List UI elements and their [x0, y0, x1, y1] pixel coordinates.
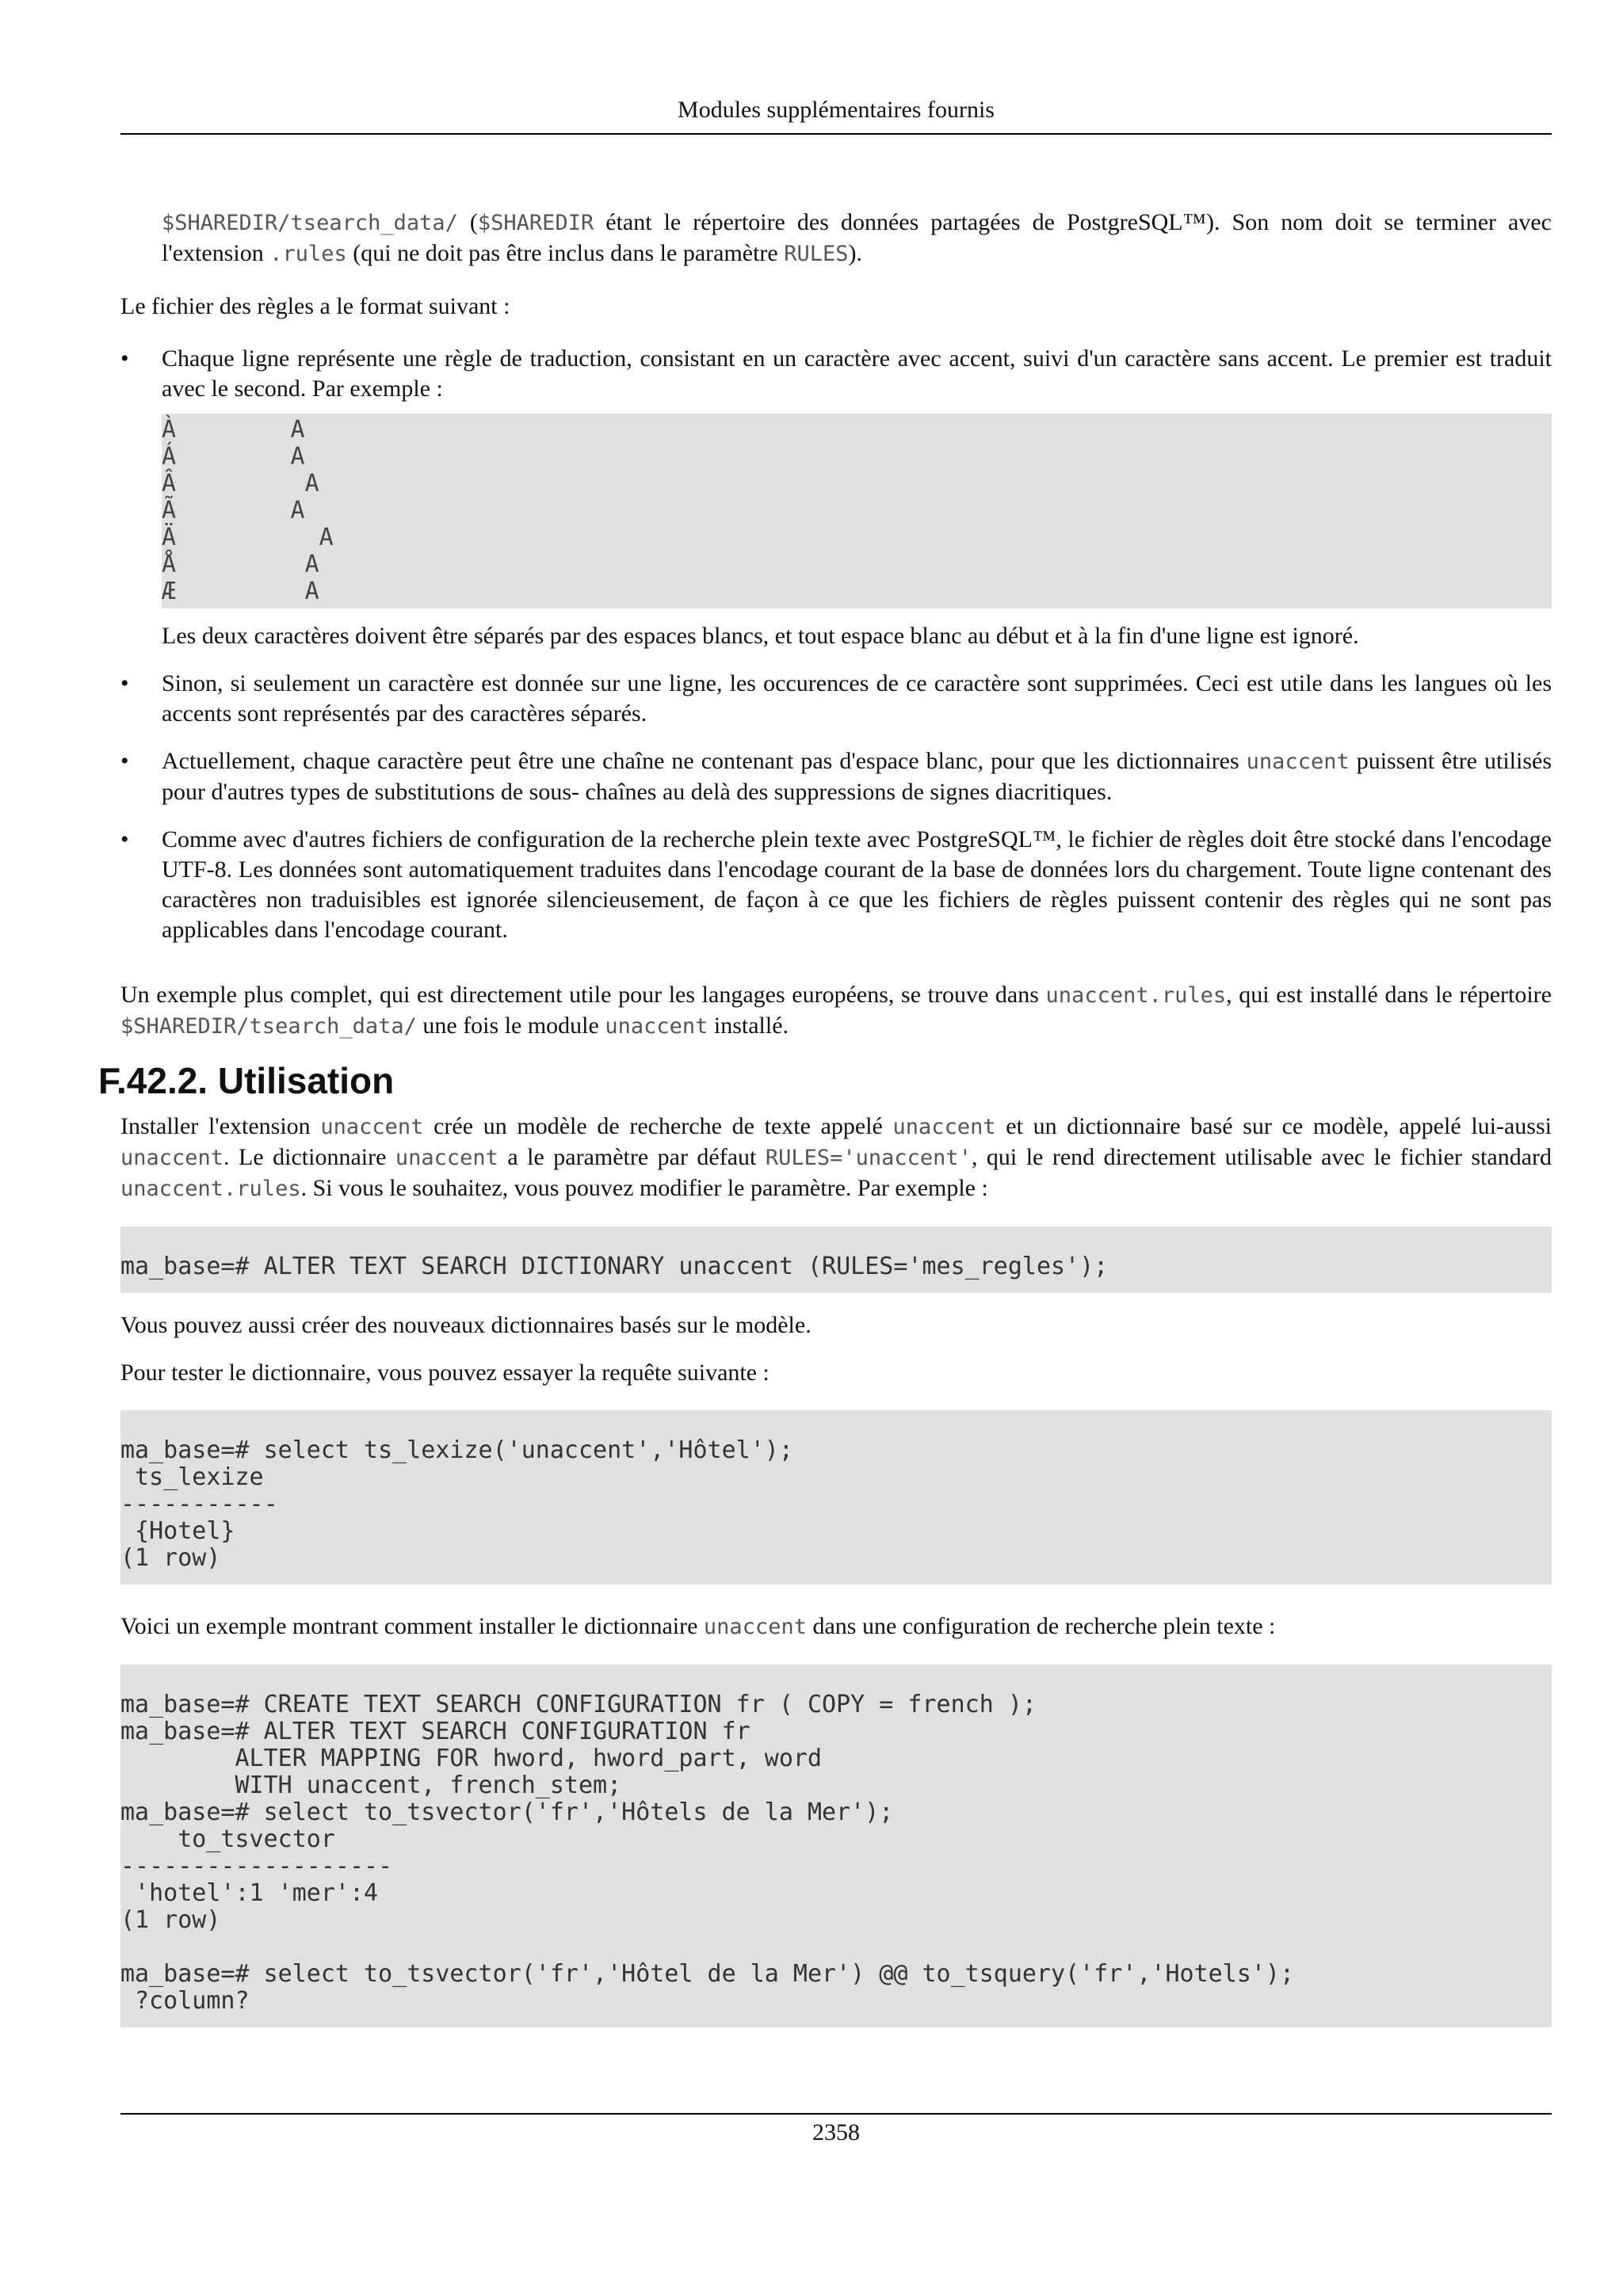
inline-code: $SHAREDIR: [477, 211, 594, 235]
code-block-configuration: ma_base=# CREATE TEXT SEARCH CONFIGURATION fr ( COPY = french ); ma_base=# ALTER TEXT SEARCH CONFIGURATION fr ALTER MAPPING FOR hword, hword_part, word WITH unaccent, french_stem; ma_base=# select to_tsvector('fr','Hôtels de la Mer'); to_tsvector ------------------- 'hotel':1 'mer':4 (1 row) ma_base=# select to_tsvector('fr','Hôtel de la Mer') @@ to_tsquery('fr','Hotels'); ?column?: [120, 1665, 1552, 2027]
intro-paragraph: $SHAREDIR/tsearch_data/ ($SHAREDIR étant le répertoire des données partagées de PostgreSQL™). Son nom doit se terminer avec l'extension .rules (qui ne doit pas être inclus dans le paramètre RULES).: [162, 209, 1552, 266]
page-content: [98, 208, 1552, 2027]
rules-line: Á A: [162, 443, 305, 471]
inline-code: unaccent.rules: [120, 1177, 301, 1201]
inline-code: .rules: [269, 242, 347, 266]
page-number: 2358: [812, 2119, 860, 2145]
rules-format-list: [120, 344, 1552, 945]
inline-code: unaccent: [320, 1115, 424, 1139]
code-block-alter-dictionary: ma_base=# ALTER TEXT SEARCH DICTIONARY unaccent (RULES='mes_regles');: [120, 1226, 1552, 1293]
rules-line: Å A: [162, 551, 319, 578]
create-paragraph: Vous pouvez aussi créer des nouveaux dictionnaires basés sur le modèle.: [120, 1312, 812, 1338]
list-item: • Sinon, si seulement un caractère est donnée sur une ligne, les occurences de ce caractère sont supprimées. Ceci est utile dans les langues où les accents sont représentés par des caractères séparés.: [120, 670, 1552, 727]
format-intro: Le fichier des règles a le format suivant :: [120, 293, 510, 319]
bullet-icon: •: [120, 345, 129, 372]
list-item: • Actuellement, chaque caractère peut être une chaîne ne contenant pas d'espace blanc, pour que les dictionnaires unaccent puissent être utilisés pour d'autres types de substitutions de sous- chaînes au delà des suppressions de signes diacritiques.: [120, 748, 1552, 805]
inline-code: unaccent: [120, 1146, 224, 1170]
bullet-icon: •: [120, 748, 129, 774]
inline-code: unaccent: [1246, 749, 1350, 774]
inline-code: RULES='unaccent': [765, 1146, 972, 1170]
rules-example-block: [162, 414, 1552, 608]
rules-line: Ã A: [162, 497, 305, 524]
code-block-ts-lexize: ma_base=# select ts_lexize('unaccent','Hôtel'); ts_lexize ----------- {Hotel} (1 row): [120, 1410, 1552, 1585]
rules-line: Â A: [162, 470, 319, 498]
example-paragraph: Un exemple plus complet, qui est directement utile pour les langages européens, se trouve dans unaccent.rules, qui est installé dans le répertoire $SHAREDIR/tsearch_data/ une fois le module unaccent installé.: [120, 982, 1552, 1039]
inline-code: unaccent: [892, 1115, 996, 1139]
rules-line: Æ A: [162, 578, 319, 605]
usage-paragraph: Installer l'extension unaccent crée un modèle de recherche de texte appelé unaccent et un dictionnaire basé sur ce modèle, appelé lui-aussi unaccent. Le dictionnaire unaccent a le paramètre par défaut RULES='unaccent', qui le rend directement utilisable avec le fichier standard unaccent.rules. Si vous le souhaitez, vous pouvez modifier le paramètre. Par exemple :: [120, 1113, 1552, 1201]
inline-code: unaccent: [605, 1014, 708, 1039]
bullet-icon: •: [120, 826, 129, 852]
list-item: • Comme avec d'autres fichiers de configuration de la recherche plein texte avec PostgreSQL™, le fichier de règles doit être stocké dans l'encodage UTF-8. Les données sont automatiquement traduites dans l'encodage courant de la base de données lors du chargement. Toute ligne contenant des caractères non traduisibles est ignorée silencieusement, de façon à ce que les fichiers de règles puissent contenir des règles qui ne sont pas applicables dans l'encodage courant.: [120, 826, 1552, 943]
bullet-icon: •: [120, 670, 129, 696]
config-example-paragraph: Voici un exemple montrant comment installer le dictionnaire unaccent dans une configuration de recherche plein texte :: [120, 1613, 1276, 1639]
test-paragraph: Pour tester le dictionnaire, vous pouvez essayer la requête suivante :: [120, 1360, 769, 1386]
section-title: F.42.2. Utilisation: [98, 1060, 395, 1101]
inline-code: unaccent: [703, 1615, 807, 1639]
list-item: • Chaque ligne représente une règle de traduction, consistant en un caractère avec accent, suivi d'un caractère sans accent. Le premier est traduit avec le second. Par exemple : À A Á A Â A Ã A Ä A Å A Æ A Les deux caractères doivent être séparés par des espaces blancs, et tout espace blanc au début et à la fin d'une ligne est ignoré.: [120, 345, 1552, 649]
page-header: [120, 92, 1552, 135]
rules-line: Ä A: [162, 524, 334, 551]
inline-code: unaccent: [395, 1146, 498, 1170]
inline-code: RULES: [784, 242, 849, 266]
inline-code: $SHAREDIR/tsearch_data/: [120, 1014, 417, 1039]
header-title: Modules supplémentaires fournis: [678, 97, 995, 123]
inline-code: unaccent.rules: [1045, 983, 1227, 1008]
inline-code: $SHAREDIR/tsearch_data/: [162, 211, 458, 235]
rules-line: À A: [162, 416, 305, 444]
page-footer: [120, 2113, 1552, 2151]
